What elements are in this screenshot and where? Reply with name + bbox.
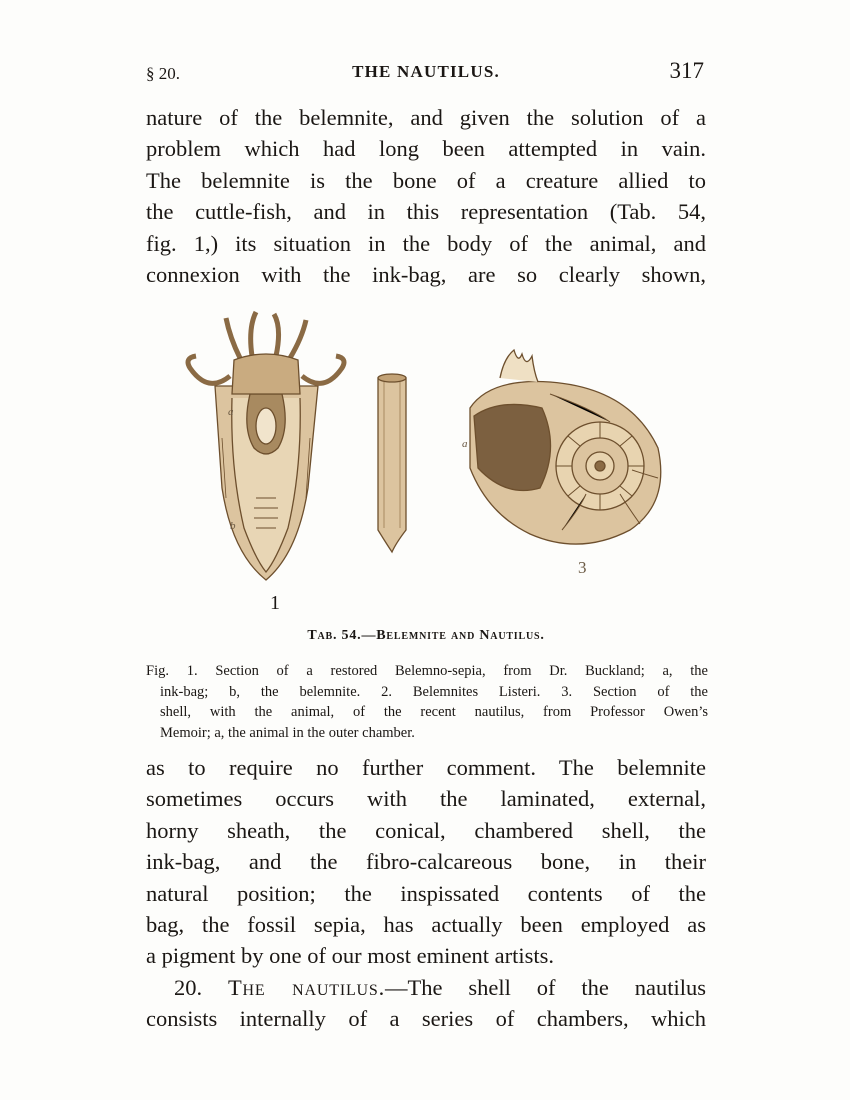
plate-caption <box>146 628 706 644</box>
text-line: nature of the belemnite, and given the solution of a <box>146 105 706 130</box>
figure-3-letter-a: a <box>462 438 468 450</box>
paragraph-3 <box>146 972 706 1035</box>
legend-line: Fig. 1. Section of a restored Belemno-sepia, from Dr. Buckland; a, the <box>146 663 708 679</box>
running-header <box>146 58 706 88</box>
section-20-number: 20. <box>174 975 203 1000</box>
text-line: as to require no further comment. The belemnite <box>146 755 706 780</box>
page-number: 317 <box>669 58 704 83</box>
text-line: problem which had long been attempted in vain. <box>146 136 706 162</box>
section-20-heading: The nautilus. <box>228 975 385 1000</box>
text-run: The shell of the nautilus <box>407 975 707 1000</box>
legend-line: ink-bag; b, the belemnite. 2. Belemnites Listeri. 3. Section of the <box>160 683 708 700</box>
text-line: sometimes occurs with the laminated, external, <box>146 786 706 812</box>
belemno-sepia-drawing <box>188 312 344 580</box>
text-line: a pigment by one of our most eminent artists. <box>146 943 555 969</box>
plate-number: Tab. 54. <box>307 628 362 643</box>
legend-line: shell, with the animal, of the recent nautilus, from Professor Owen’s <box>160 704 708 720</box>
text-line: fig. 1,) its situation in the body of the animal, and <box>146 230 706 256</box>
text-line: horny sheath, the conical, chambered shell, the <box>146 817 706 843</box>
paragraph-2 <box>146 752 706 972</box>
nautilus-drawing <box>470 350 661 544</box>
caption-dash: — <box>361 628 377 643</box>
text-line: consists internally of a series of chambers, which <box>146 1006 706 1032</box>
belemnite-drawing <box>378 374 406 552</box>
engraving <box>170 298 690 623</box>
text-line: The belemnite is the bone of a creature allied to <box>146 167 706 193</box>
section-number: § 20. <box>146 64 180 83</box>
plate-title: Belemnite and Nautilus. <box>376 628 545 643</box>
text-line: ink-bag, and the fibro-calcareous bone, in their <box>146 849 706 875</box>
legend-line: Memoir; a, the animal in the outer chamber. <box>160 724 415 741</box>
heading-dash: — <box>385 975 408 1000</box>
text-line: connexion with the ink-bag, are so clearly shown, <box>146 261 706 287</box>
text-line: bag, the fossil sepia, has actually been employed as <box>146 911 706 937</box>
running-title: THE NAUTILUS. <box>352 62 500 81</box>
figure-legend <box>146 661 708 743</box>
figure-1-number: 1 <box>270 592 280 614</box>
figure-3-number: 3 <box>578 558 587 577</box>
figure-1-letter-a: a <box>228 406 234 418</box>
paragraph-1 <box>146 102 706 290</box>
illustration-plate <box>170 298 690 623</box>
text-line: the cuttle-fish, and in this representation (Tab. 54, <box>146 199 706 225</box>
text-line: natural position; the inspissated contents of the <box>146 880 706 906</box>
section-heading-line <box>146 972 706 1003</box>
figure-1-letter-b: b <box>230 520 236 532</box>
